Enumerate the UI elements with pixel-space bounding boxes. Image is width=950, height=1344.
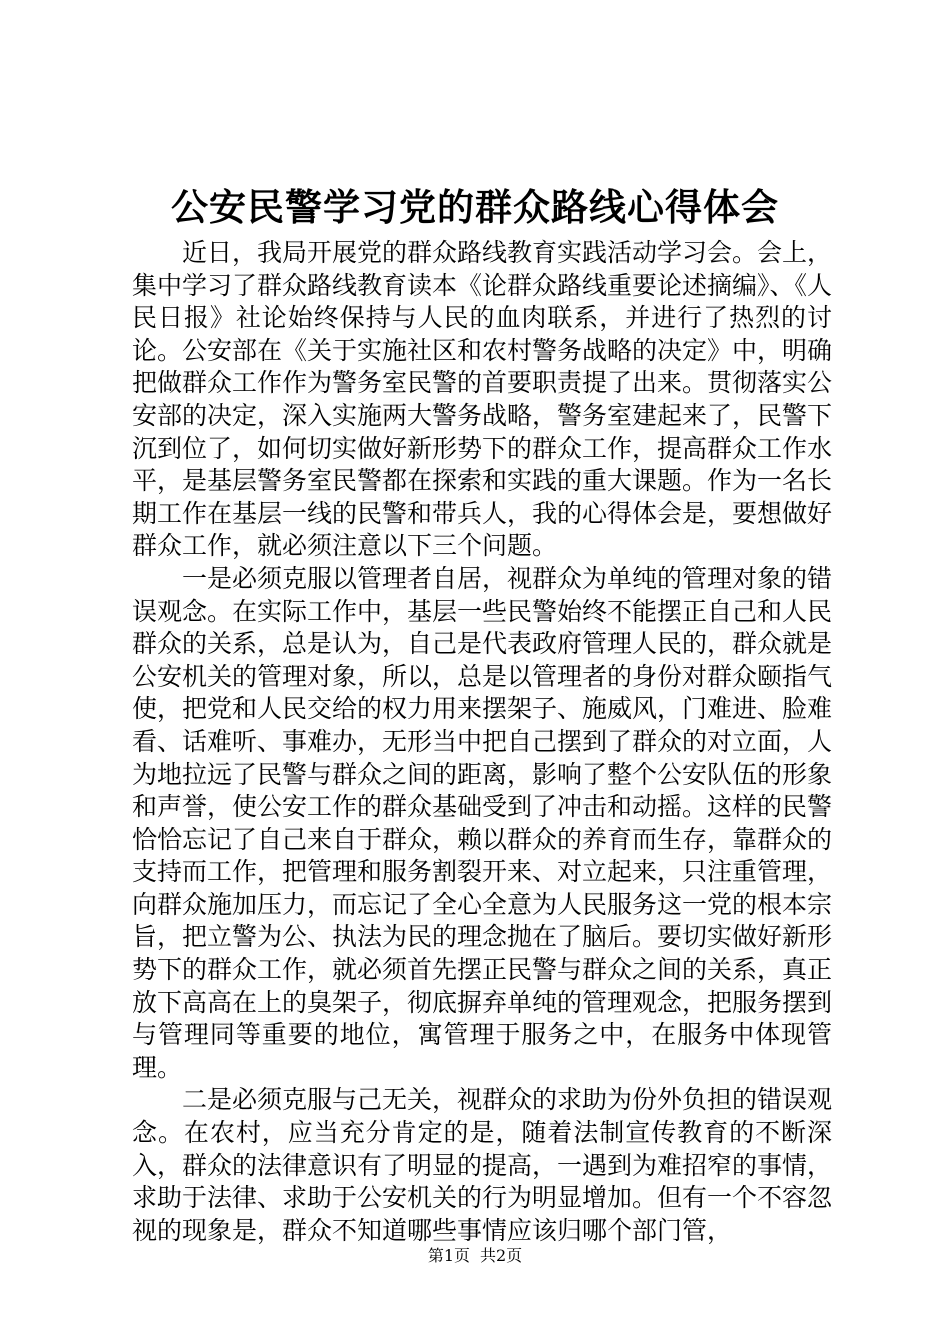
page-total: 共2页 <box>480 1246 523 1265</box>
document-title: 公安民警学习党的群众路线心得体会 <box>171 185 779 229</box>
paragraph: 近日，我局开展党的群众路线教育实践活动学习会。会上，集中学习了群众路线教育读本《论群众路线重要论述摘编》、《人民日报》社论始终保持与人民的血肉联系，并进行了热烈的讨论。公安部在《关于实施社区和农村警务战略的决定》中，明确把做群众工作作为警务室民警的首要职责提了出来。贯彻落实公安部的决定，深入实施两大警务战略，警务室建起来了，民警下沉到位了，如何切实做好新形势下的群众工作，提高群众工作水平，是基层警务室民警都在探索和实践的重大课题。作为一名长期工作在基层一线的民警和带兵人，我的心得体会是，要想做好群众工作，就必须注意以下三个问题。 <box>132 238 833 561</box>
paragraph: 二是必须克服与己无关，视群众的求助为份外负担的错误观念。在农村，应当充分肯定的是，随着法制宣传教育的不断深入，群众的法律意识有了明显的提高，一遇到为难招窄的事情，求助于法律、求助于公安机关的行为明显增加。但有一个不容忽视的现象是，群众不知道哪些事情应该归哪个部门管， <box>132 1085 833 1245</box>
page-number: 第1页 <box>427 1246 470 1265</box>
paragraph: 一是必须克服以管理者自居，视群众为单纯的管理对象的错误观念。在实际工作中，基层一些民警始终不能摆正自己和人民群众的关系，总是认为，自己是代表政府管理人民的，群众就是公安机关的管理对象，所以，总是以管理者的身份对群众颐指气使，把党和人民交给的权力用来摆架子、施威风，门难进、脸难看、话难听、事难办，无形当中把自己摆到了群众的对立面，人为地拉远了民警与群众之间的距离，影响了整个公安队伍的形象和声誉，使公安工作的群众基础受到了冲击和动摇。这样的民警恰恰忘记了自己来自于群众，赖以群众的养育而生存，靠群众的支持而工作，把管理和服务割裂开来、对立起来，只注重管理，向群众施加压力，而忘记了全心全意为人民服务这一党的根本宗旨，把立警为公、执法为民的理念抛在了脑后。要切实做好新形势下的群众工作，就必须首先摆正民警与群众之间的关系，真正放下高高在上的臭架子，彻底摒弃单纯的管理观念，把服务摆到与管理同等重要的地位，寓管理于服务之中，在服务中体现管理。 <box>132 563 833 1082</box>
page-footer <box>0 1245 950 1267</box>
document-body <box>132 237 832 1247</box>
